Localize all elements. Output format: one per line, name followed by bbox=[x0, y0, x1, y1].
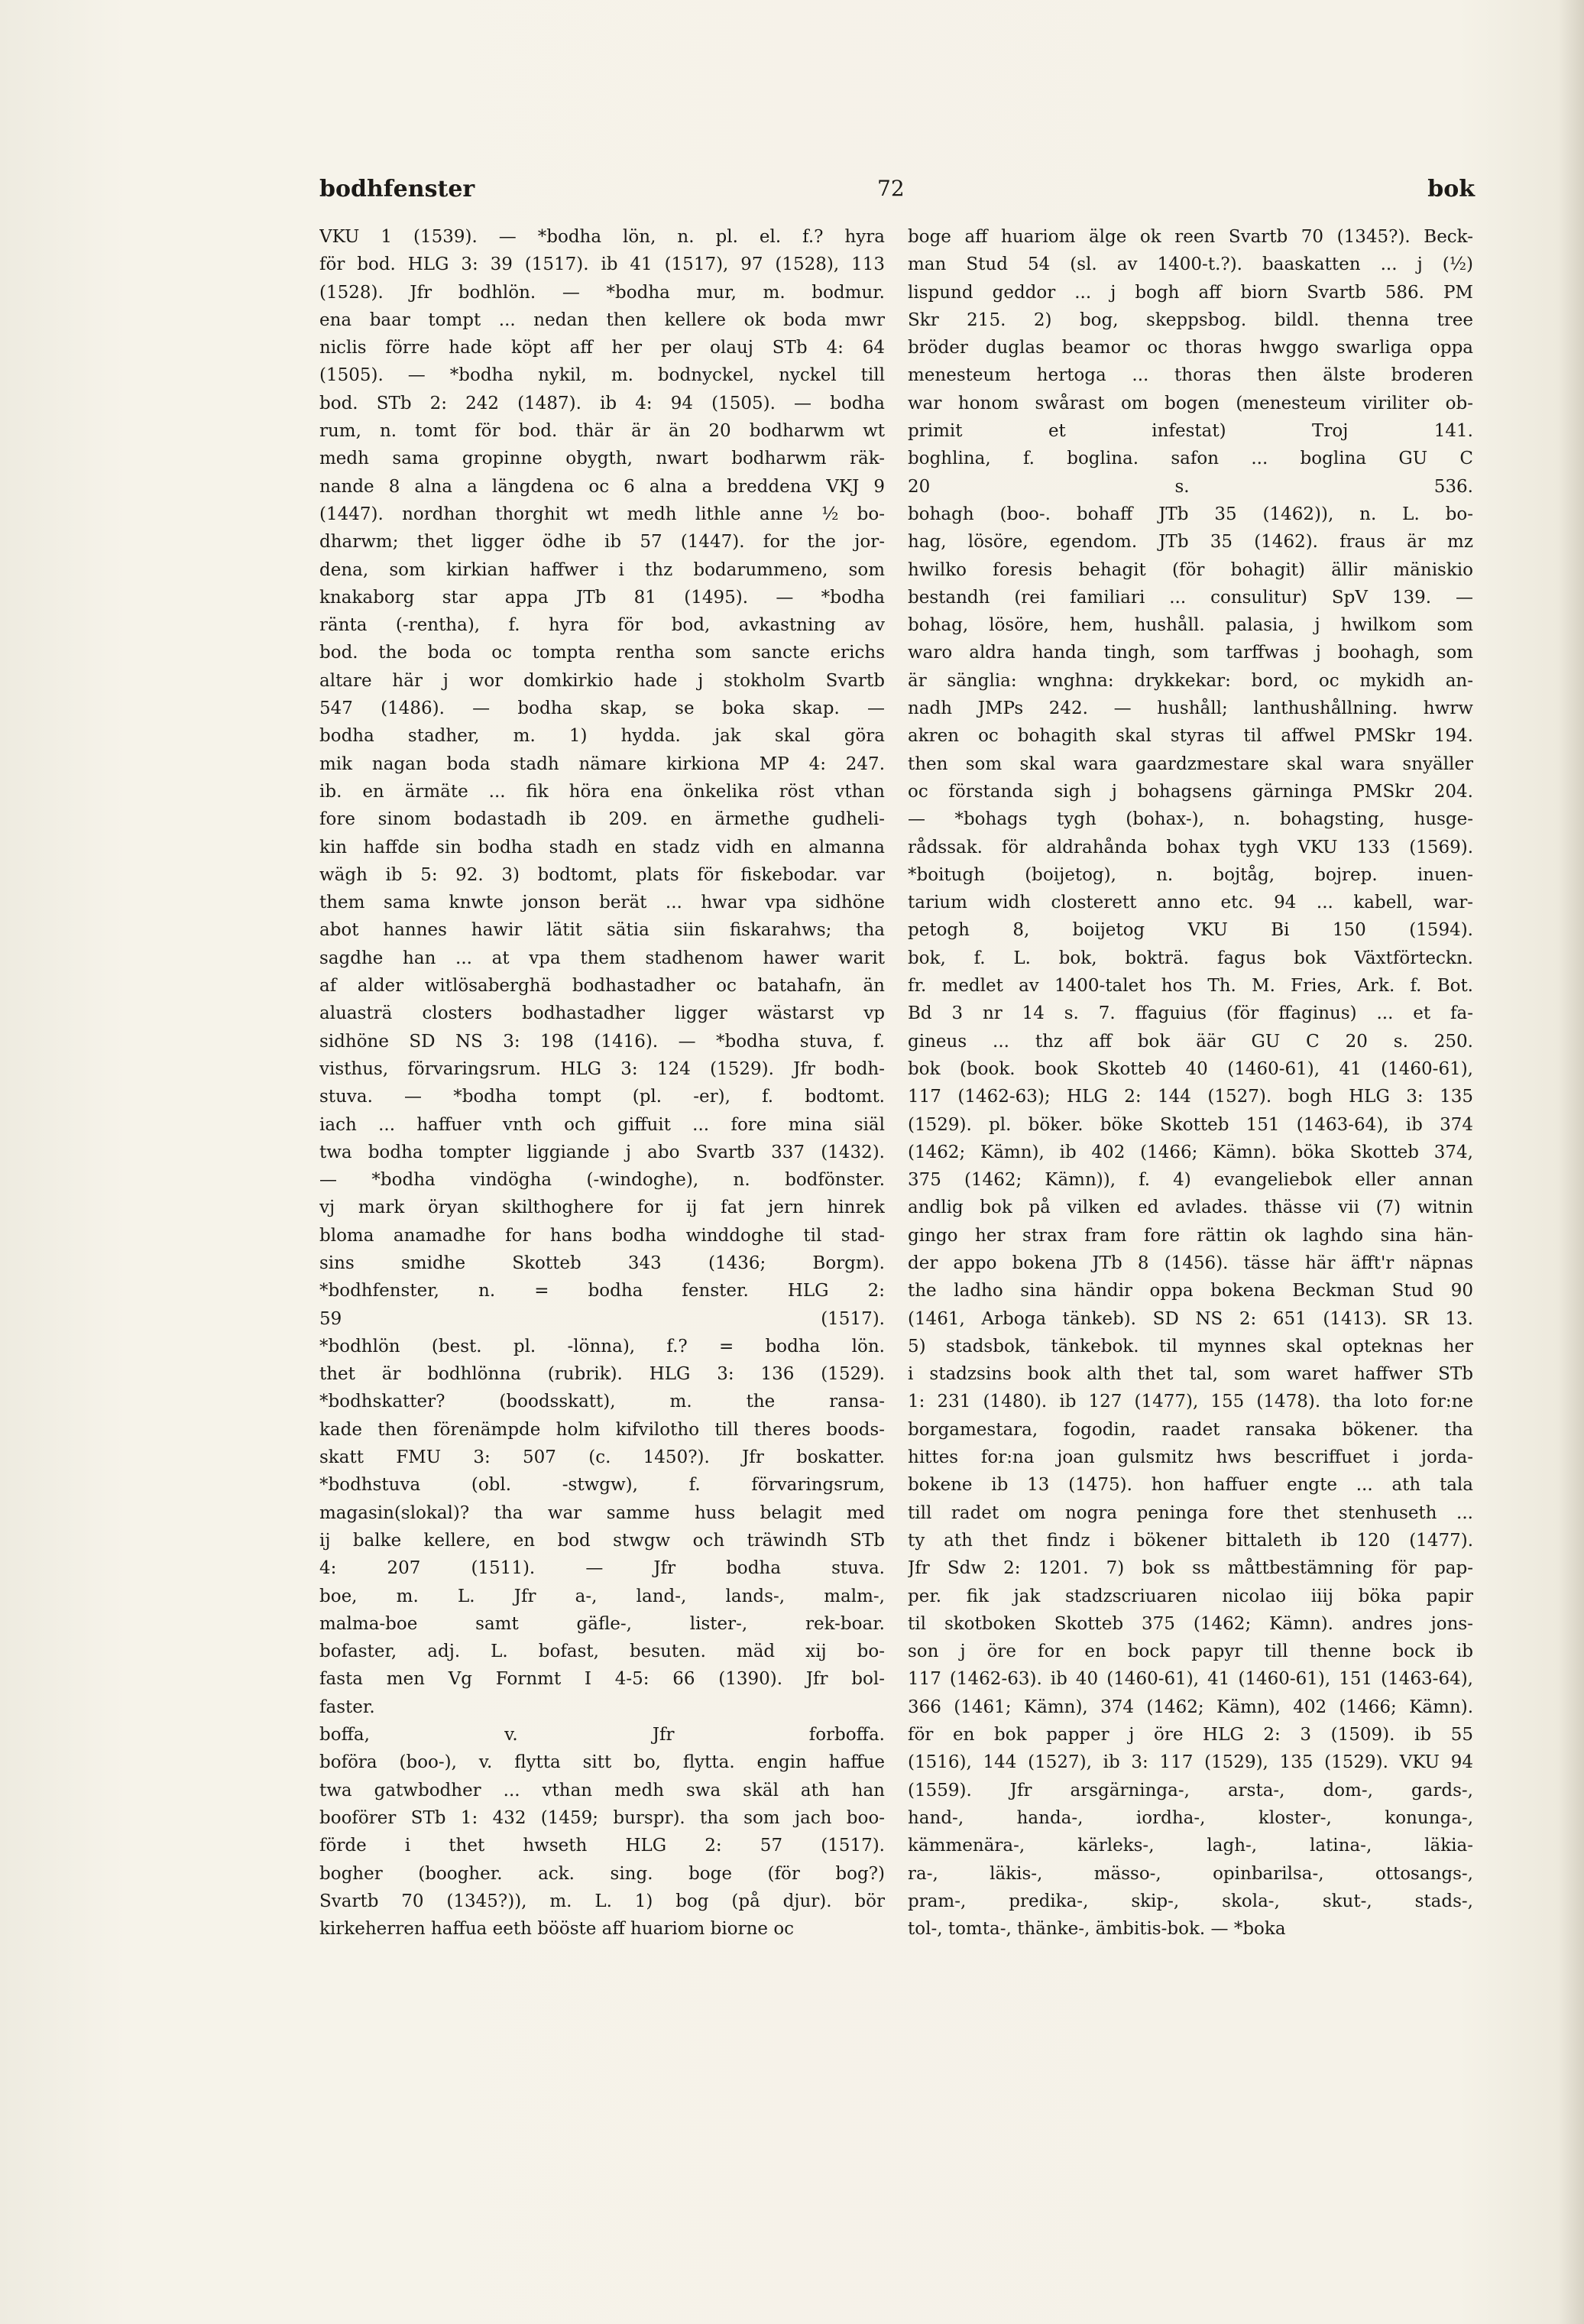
text-line: kämmenära-, kärleks-, lagh-, latina-, läkia- bbox=[908, 1836, 1473, 1856]
text-line: dena, som kirkian haffwer i thz bodarummeno, som bbox=[319, 559, 885, 580]
text-line: (1461, Arboga tänkeb). SD NS 2: 651 (1413). SR 13. bbox=[908, 1308, 1473, 1329]
text-line: rum, n. tomt för bod. thär är än 20 bodharwm wt bbox=[319, 421, 885, 442]
text-line: Svartb 70 (1345?)), m. L. 1) bog (på djur). bör bbox=[319, 1891, 885, 1911]
text-line: bod. STb 2: 242 (1487). ib 4: 94 (1505). — bodha bbox=[319, 393, 885, 413]
text-line: faster. bbox=[319, 1697, 375, 1717]
text-line: bok, f. L. bok, bokträ. fagus bok Växtförteckn. bbox=[908, 948, 1473, 968]
text-line: 117 (1462-63). ib 40 (1460-61), 41 (1460-61), 151 (1463-64), bbox=[908, 1669, 1473, 1690]
text-line: iach ... haffuer vnth och giffuit ... fore mina siäl bbox=[319, 1114, 885, 1135]
text-line: 20 s. 536. bbox=[908, 476, 1473, 497]
text-line: ena baar tompt ... nedan then kellere ok boda mwr bbox=[319, 310, 885, 330]
text-line: nande 8 alna a längdena oc 6 alna a breddena VKJ 9 bbox=[319, 476, 885, 497]
text-line: *bodhfenster, n. = bodha fenster. HLG 2: bbox=[319, 1281, 885, 1301]
text-line: tol-, tomta-, thänke-, ämbitis-bok. — *boka bbox=[908, 1919, 1286, 1940]
text-line: sagdhe han ... at vpa them stadhenom hawer warit bbox=[319, 948, 885, 968]
text-line: (1462; Kämn), ib 402 (1466; Kämn). böka Skotteb 374, bbox=[908, 1142, 1473, 1162]
text-line: (1505). — *bodha nykil, m. bodnyckel, nyckel till bbox=[319, 365, 885, 386]
text-line: sins smidhe Skotteb 343 (1436; Borgm). bbox=[319, 1253, 885, 1273]
text-line: 1: 231 (1480). ib 127 (1477), 155 (1478). tha loto for:ne bbox=[908, 1392, 1473, 1412]
text-line: *bodhskatter? (boodsskatt), m. the ransa- bbox=[319, 1392, 885, 1412]
text-line: magasin(slokal)? tha war samme huss belagit med bbox=[319, 1502, 885, 1523]
text-line: bodha stadher, m. 1) hydda. jak skal göra bbox=[319, 726, 885, 747]
text-line: boffa, v. Jfr forboffa. bbox=[319, 1725, 885, 1745]
text-line: af alder witlösaberghä bodhastadher oc batahafn, än bbox=[319, 976, 885, 997]
text-line: — *bodha vindögha (-windoghe), n. bodfönster. bbox=[319, 1170, 885, 1191]
text-line: stuva. — *bodha tompt (pl. -er), f. bodtomt. bbox=[319, 1087, 885, 1107]
text-line: gingo her strax fram fore rättin ok laghdo sina hän- bbox=[908, 1225, 1473, 1246]
text-line: altare här j wor domkirkio hade j stokholm Svartb bbox=[319, 670, 885, 691]
text-line: 117 (1462-63); HLG 2: 144 (1527). bogh HLG 3: 135 bbox=[908, 1087, 1473, 1107]
text-line: fasta men Vg Fornmt I 4-5: 66 (1390). Jfr bol- bbox=[319, 1669, 885, 1690]
text-line: 547 (1486). — bodha skap, se boka skap. — bbox=[319, 698, 885, 719]
text-line: för en bok papper j öre HLG 2: 3 (1509). ib 55 bbox=[908, 1725, 1473, 1745]
text-line: wägh ib 5: 92. 3) bodtomt, plats för fiskebodar. var bbox=[319, 864, 885, 885]
text-line: 4: 207 (1511). — Jfr bodha stuva. bbox=[319, 1558, 885, 1579]
text-line: *bodhstuva (obl. -stwgw), f. förvaringsrum, bbox=[319, 1475, 885, 1496]
text-line: war honom swårast om bogen (menesteum viriliter ob- bbox=[908, 393, 1473, 413]
text-line: tarium widh closterett anno etc. 94 ... kabell, war- bbox=[908, 893, 1473, 913]
text-line: är sänglia: wnghna: drykkekar: bord, oc mykidh an- bbox=[908, 670, 1473, 691]
text-line: till radet om nogra peninga fore thet stenhuseth ... bbox=[908, 1502, 1473, 1523]
text-line: kade then förenämpde holm kifvilotho till theres boods- bbox=[319, 1419, 885, 1440]
text-line: per. fik jak stadzscriuaren nicolao iiij böka papir bbox=[908, 1586, 1473, 1606]
text-line: dharwm; thet ligger ödhe ib 57 (1447). for the jor- bbox=[319, 532, 885, 553]
right-column bbox=[908, 223, 1473, 1943]
text-line: booförer STb 1: 432 (1459; burspr). tha som jach boo- bbox=[319, 1807, 885, 1828]
text-line: boge aff huariom älge ok reen Svartb 70 (1345?). Beck- bbox=[908, 227, 1473, 247]
text-line: sidhöne SD NS 3: 198 (1416). — *bodha stuva, f. bbox=[319, 1031, 885, 1052]
text-line: nadh JMPs 242. — hushåll; lanthushållning. hwrw bbox=[908, 698, 1473, 719]
text-line: ty ath thet findz i bökener bittaleth ib 120 (1477). bbox=[908, 1530, 1473, 1551]
header-first-entry: bodhfenster bbox=[319, 176, 475, 203]
text-line: fore sinom bodastadh ib 209. en ärmethe gudheli- bbox=[319, 809, 885, 830]
text-line: thet är bodhlönna (rubrik). HLG 3: 136 (1529). bbox=[319, 1364, 885, 1385]
text-line: *boitugh (boijetog), n. bojtåg, bojrep. inuen- bbox=[908, 864, 1473, 885]
text-line: twa bodha tompter liggiande j abo Svartb 337 (1432). bbox=[319, 1142, 885, 1162]
text-line: hag, lösöre, egendom. JTb 35 (1462). fraus är mz bbox=[908, 532, 1473, 553]
text-line: niclis förre hade köpt aff her per olauj STb 4: 64 bbox=[319, 338, 885, 358]
text-line: ra-, läkis-, mässo-, opinbarilsa-, ottosangs-, bbox=[908, 1863, 1473, 1884]
text-line: Bd 3 nr 14 s. 7. ffaguius (för ffaginus) ... et fa- bbox=[908, 1003, 1473, 1024]
text-line: fr. medlet av 1400-talet hos Th. M. Fries, Ark. f. Bot. bbox=[908, 976, 1473, 997]
text-line: bestandh (rei familiari ... consulitur) SpV 139. — bbox=[908, 587, 1473, 608]
text-line: skatt FMU 3: 507 (c. 1450?). Jfr boskatter. bbox=[319, 1447, 885, 1468]
text-line: menesteum hertoga ... thoras then älste broderen bbox=[908, 365, 1473, 386]
text-line: ränta (-rentha), f. hyra för bod, avkastning av bbox=[319, 615, 885, 636]
text-line: Jfr Sdw 2: 1201. 7) bok ss måttbestämning för pap- bbox=[908, 1558, 1473, 1579]
text-line: akren oc bohagith skal styras til affwel PMSkr 194. bbox=[908, 726, 1473, 747]
text-line: Skr 215. 2) bog, skeppsbog. bildl. thenna tree bbox=[908, 310, 1473, 330]
text-line: VKU 1 (1539). — *bodha lön, n. pl. el. f.? hyra bbox=[319, 227, 885, 247]
text-line: 59 (1517). bbox=[319, 1308, 885, 1329]
text-line: boföra (boo-), v. flytta sitt bo, flytta. engin haffue bbox=[319, 1752, 885, 1773]
page-header bbox=[319, 176, 1475, 206]
text-line: knakaborg star appa JTb 81 (1495). — *bodha bbox=[319, 587, 885, 608]
page-number: 72 bbox=[877, 176, 905, 201]
text-line: bohagh (boo-. bohaff JTb 35 (1462)), n. L. bo- bbox=[908, 504, 1473, 524]
text-line: man Stud 54 (sl. av 1400-t.?). baaskatten ... j (½) bbox=[908, 254, 1473, 275]
text-line: hittes for:na joan gulsmitz hws bescriffuet i jorda- bbox=[908, 1447, 1473, 1468]
text-line: *bodhlön (best. pl. -lönna), f.? = bodha lön. bbox=[319, 1336, 885, 1356]
text-line: 5) stadsbok, tänkebok. til mynnes skal opteknas her bbox=[908, 1336, 1473, 1356]
text-line: aluasträ closters bodhastadher ligger wästarst vp bbox=[319, 1003, 885, 1024]
text-line: twa gatwbodher ... vthan medh swa skäl ath han bbox=[319, 1780, 885, 1801]
header-last-entry: bok bbox=[1427, 176, 1475, 203]
text-line: bloma anamadhe for hans bodha winddoghe til stad- bbox=[319, 1225, 885, 1246]
text-line: (1447). nordhan thorghit wt medh lithle anne ½ bo- bbox=[319, 504, 885, 524]
text-line: bod. the boda oc tompta rentha som sancte erichs bbox=[319, 643, 885, 663]
text-line: — *bohags tygh (bohax-), n. bohagsting, husge- bbox=[908, 809, 1473, 830]
text-line: 366 (1461; Kämn), 374 (1462; Kämn), 402 (1466; Kämn). bbox=[908, 1697, 1473, 1717]
text-line: son j öre for en bock papyr till thenne bock ib bbox=[908, 1642, 1473, 1662]
left-column bbox=[319, 223, 885, 1943]
text-line: kin haffde sin bodha stadh en stadz vidh en almanna bbox=[319, 837, 885, 857]
page-edge-shadow bbox=[1558, 0, 1584, 2324]
text-line: vj mark öryan skilthoghere for ij fat jern hinrek bbox=[319, 1198, 885, 1218]
text-line: ib. en ärmäte ... fik höra ena önkelika röst vthan bbox=[319, 781, 885, 802]
text-line: primit et infestat) Troj 141. bbox=[908, 421, 1473, 442]
text-line: ij balke kellere, en bod stwgw och träwindh STb bbox=[319, 1530, 885, 1551]
text-line: pram-, predika-, skip-, skola-, skut-, stads-, bbox=[908, 1891, 1473, 1911]
text-line: malma-boe samt gäfle-, lister-, rek-boar. bbox=[319, 1613, 885, 1634]
text-line: til skotboken Skotteb 375 (1462; Kämn). andres jons- bbox=[908, 1613, 1473, 1634]
text-line: (1529). pl. böker. böke Skotteb 151 (1463-64), ib 374 bbox=[908, 1114, 1473, 1135]
text-line: bröder duglas beamor oc thoras hwggo swarliga oppa bbox=[908, 338, 1473, 358]
text-line: bofaster, adj. L. bofast, besuten. mäd xij bo- bbox=[319, 1642, 885, 1662]
text-line: gineus ... thz aff bok äär GU C 20 s. 250. bbox=[908, 1031, 1473, 1052]
text-line: förde i thet hwseth HLG 2: 57 (1517). bbox=[319, 1836, 885, 1856]
text-line: bohag, lösöre, hem, hushåll. palasia, j hwilkom som bbox=[908, 615, 1473, 636]
text-line: der appo bokena JTb 8 (1456). tässe här äfft'r näpnas bbox=[908, 1253, 1473, 1273]
text-line: lispund geddor ... j bogh aff biorn Svartb 586. PM bbox=[908, 282, 1473, 303]
text-line: hwilko foresis behagit (för bohagit) ällir mäniskio bbox=[908, 559, 1473, 580]
text-line: (1516), 144 (1527), ib 3: 117 (1529), 135 (1529). VKU 94 bbox=[908, 1752, 1473, 1773]
text-line: waro aldra handa tingh, som tarffwas j boohagh, som bbox=[908, 643, 1473, 663]
text-line: oc förstanda sigh j bohagsens gärninga PMSkr 204. bbox=[908, 781, 1473, 802]
text-line: the ladho sina händir oppa bokena Beckman Stud 90 bbox=[908, 1281, 1473, 1301]
text-line: (1559). Jfr arsgärninga-, arsta-, dom-, gards-, bbox=[908, 1780, 1473, 1801]
text-line: bok (book. book Skotteb 40 (1460-61), 41 (1460-61), bbox=[908, 1058, 1473, 1079]
text-line: visthus, förvaringsrum. HLG 3: 124 (1529). Jfr bodh- bbox=[319, 1058, 885, 1079]
text-line: medh sama gropinne obygth, nwart bodharwm räk- bbox=[319, 449, 885, 469]
text-line: bokene ib 13 (1475). hon haffuer engte ... ath tala bbox=[908, 1475, 1473, 1496]
text-line: kirkeherren haffua eeth bööste aff huariom biorne oc bbox=[319, 1919, 795, 1940]
text-line: abot hannes hawir lätit sätia siin fiskarahws; tha bbox=[319, 920, 885, 941]
text-line: rådssak. för aldrahånda bohax tygh VKU 133 (1569). bbox=[908, 837, 1473, 857]
text-line: i stadzsins book alth thet tal, som waret haffwer STb bbox=[908, 1364, 1473, 1385]
text-line: 375 (1462; Kämn)), f. 4) evangeliebok eller annan bbox=[908, 1170, 1473, 1191]
text-line: andlig bok på vilken ed avlades. thässe vii (7) witnin bbox=[908, 1198, 1473, 1218]
text-line: hand-, handa-, iordha-, kloster-, konunga-, bbox=[908, 1807, 1473, 1828]
text-line: then som skal wara gaardzmestare skal wara snyäller bbox=[908, 754, 1473, 774]
text-line: boghlina, f. boglina. safon ... boglina GU C bbox=[908, 449, 1473, 469]
text-line: them sama knwte jonson berät ... hwar vpa sidhöne bbox=[319, 893, 885, 913]
text-line: (1528). Jfr bodhlön. — *bodha mur, m. bodmur. bbox=[319, 282, 885, 303]
text-line: mik nagan boda stadh nämare kirkiona MP 4: 247. bbox=[319, 754, 885, 774]
text-line: för bod. HLG 3: 39 (1517). ib 41 (1517), 97 (1528), 113 bbox=[319, 254, 885, 275]
text-line: bogher (boogher. ack. sing. boge (för bog?) bbox=[319, 1863, 885, 1884]
text-line: petogh 8, boijetog VKU Bi 150 (1594). bbox=[908, 920, 1473, 941]
text-line: borgamestara, fogodin, raadet ransaka bökener. tha bbox=[908, 1419, 1473, 1440]
text-line: boe, m. L. Jfr a-, land-, lands-, malm-, bbox=[319, 1586, 885, 1606]
